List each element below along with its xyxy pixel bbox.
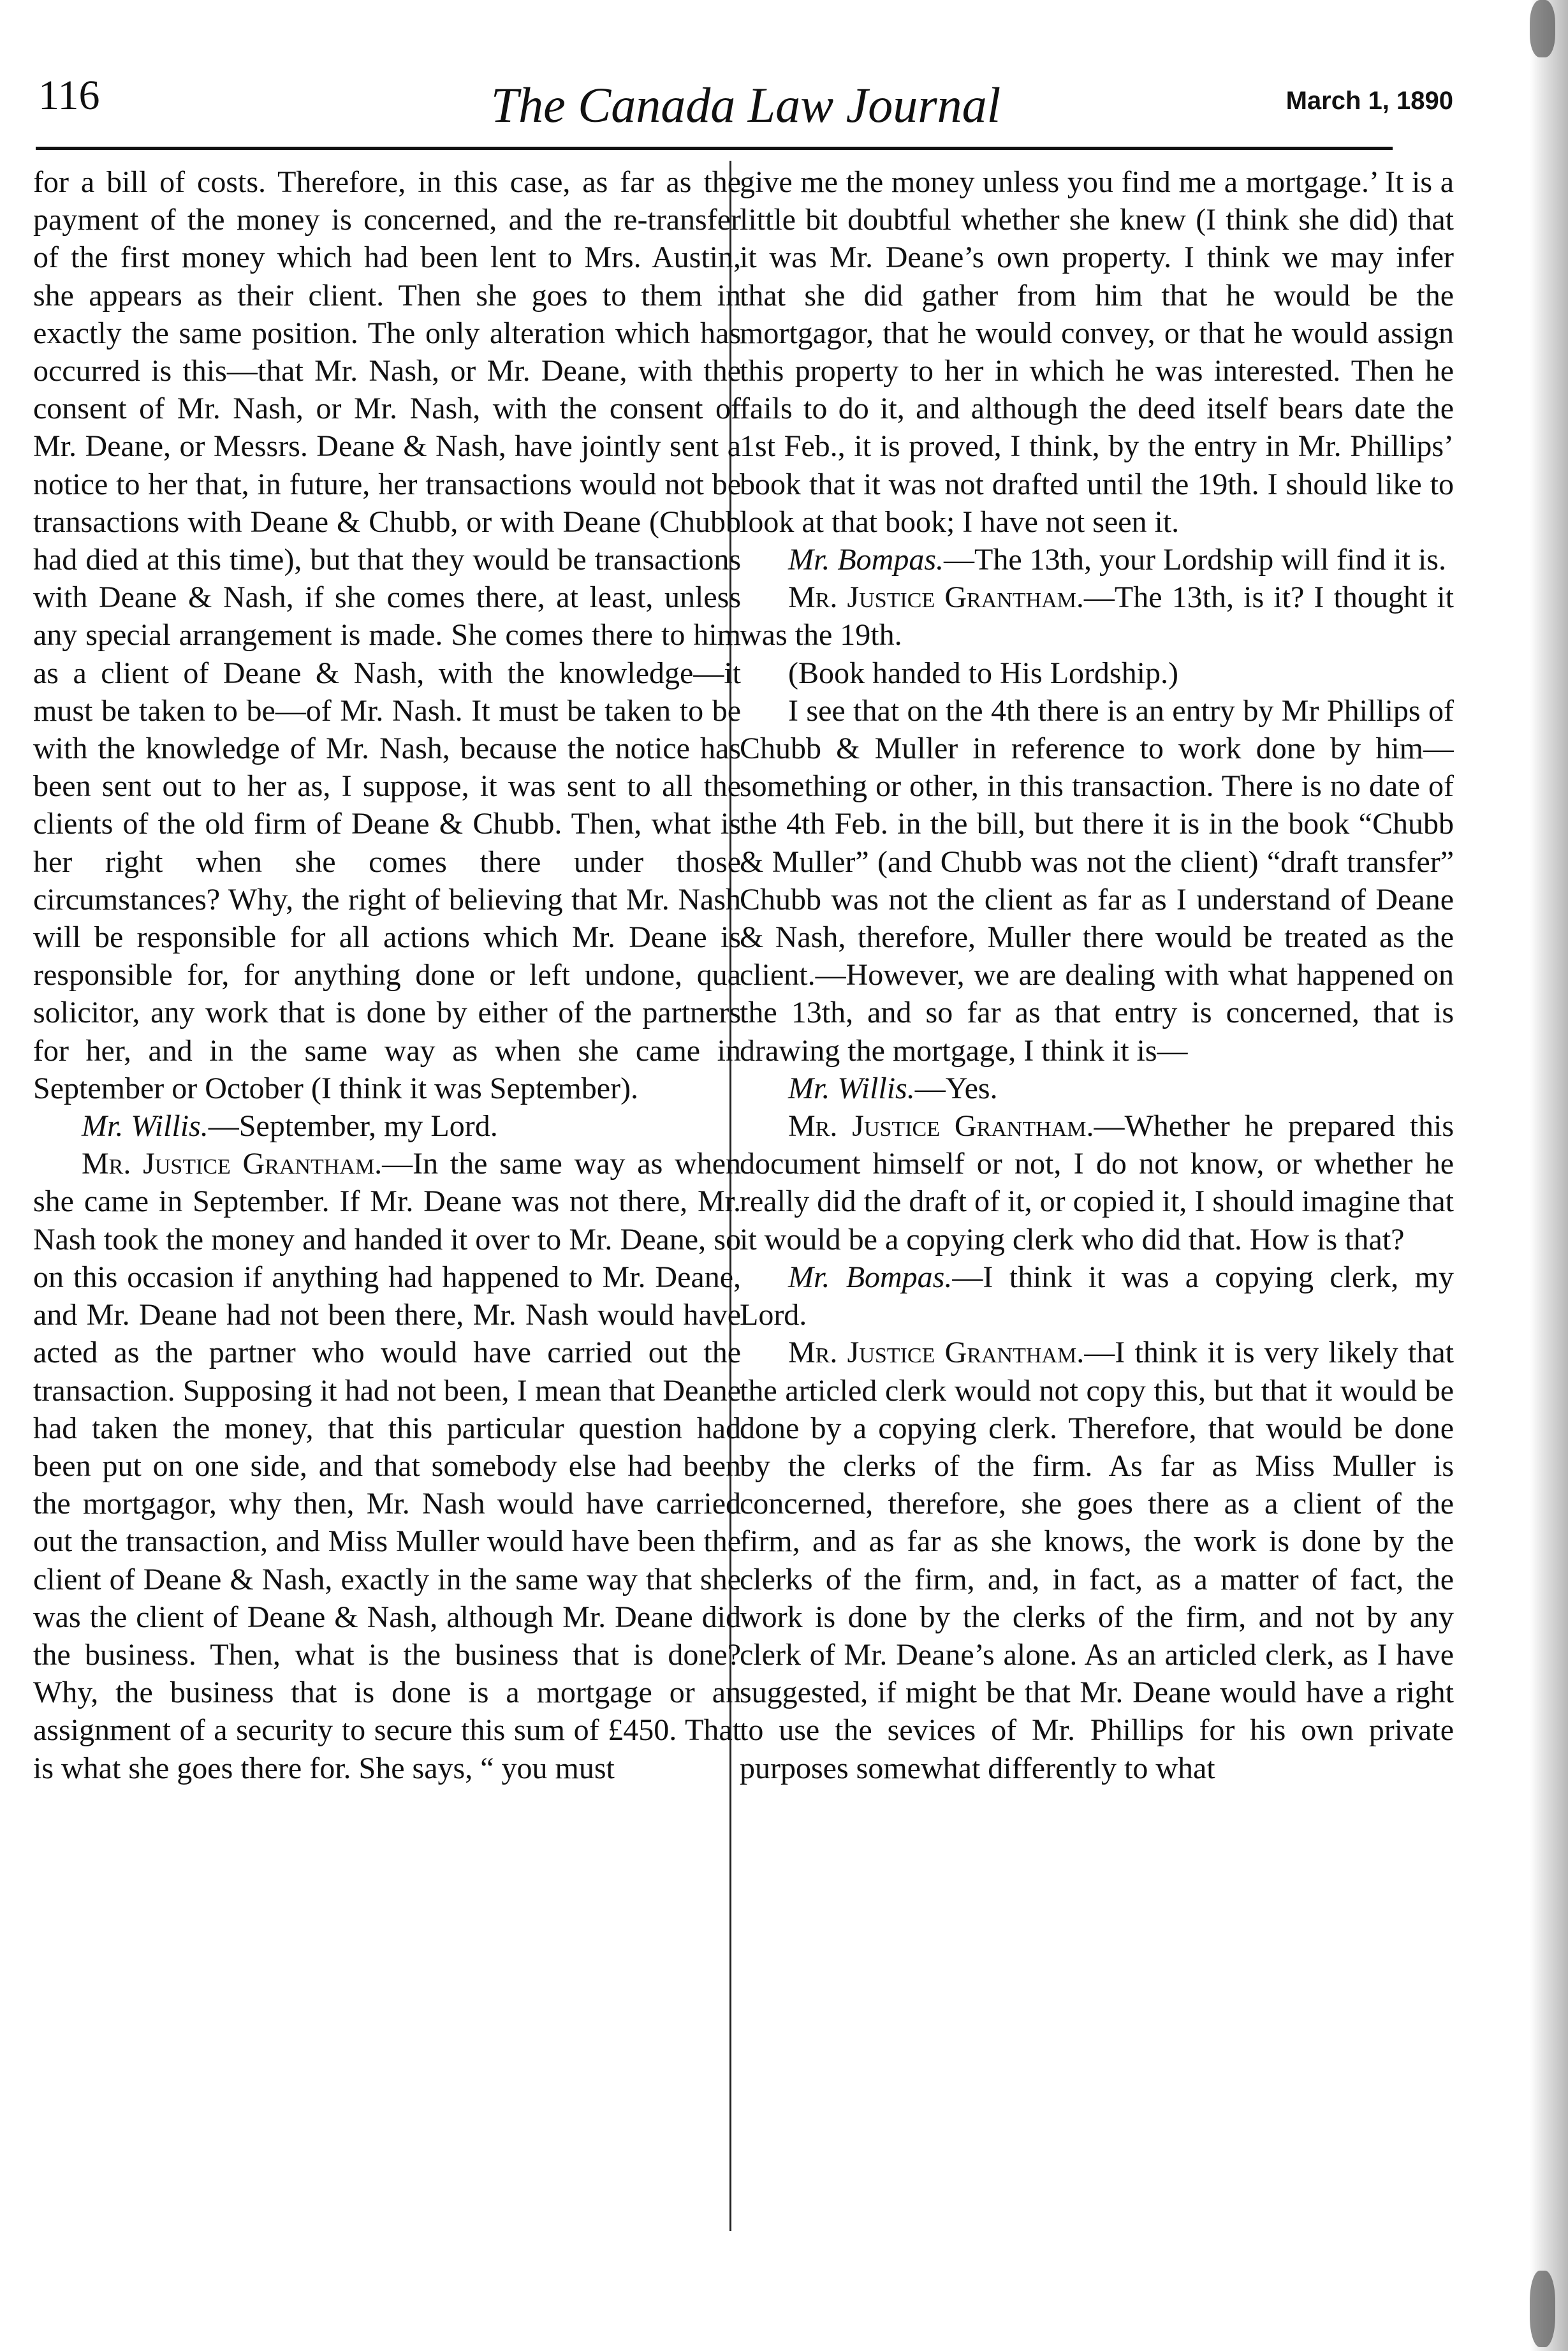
scanned-page-edge [1530, 0, 1568, 2351]
left-column [33, 163, 741, 2236]
paragraph [740, 1334, 1454, 1787]
paragraph-text: give me the money unless you find me a mortgage.’ It is a little bit doubtful whether she knew (I think she did) that it was Mr. Deane’s own property. I think we may infer that she did gather from him that he would be the mortgagor, that he would convey, or that he would assign this property to her in which he was interested. Then he fails to do it, and although the deed itself bears date the 1st Feb., it is proved, I think, by the entry in Mr. Phillips’ book that it was not drafted until the 19th. I should like to look at that book; I have not seen it. [740, 165, 1454, 539]
speaker-name: Mr. Justice Grantham. [788, 1336, 1085, 1370]
paragraph [740, 1258, 1454, 1334]
paragraph-text: —The 13th, is it? I thought it was the 19th. [740, 580, 1454, 652]
speaker-name: Mr. Bompas. [788, 1260, 953, 1294]
paragraph-text: —I think it was a copying clerk, my Lord. [740, 1260, 1454, 1332]
paragraph-text: for a bill of costs. Therefore, in this case, as far as the payment of the money is concerned, and the re-transfer of the first money which had been lent to Mrs. Austin, she appears as their client. Then she goes to them in exactly the same position. The only alteration which has occurred is this—that Mr. Nash, or Mr. Deane, with the consent of Mr. Nash, or Mr. Nash, with the consent of Mr. Deane, or Messrs. Deane & Nash, have jointly sent a notice to her that, in future, her transactions would not be transactions with Deane & Chubb, or with Deane (Chubb had died at this time), but that they would be transactions with Deane & Nash, if she comes there, at least, unless any special arrangement is made. She comes there to him as a client of Deane & Nash, with the knowledge—it must be taken to be—of Mr. Nash. It must be taken to be with the knowledge of Mr. Nash, because the notice has been sent out to her as, I suppose, it was sent to all the clients of the old firm of Deane & Chubb. Then, what is her right when she comes there under those circumstances? Why, the right of believing that Mr. Nash will be responsible for all actions which Mr. Deane is responsible for, for anything done or left undone, qua solicitor, any work that is done by either of the partners for her, and in the same way as when she came in September or October (I think it was September). [33, 165, 741, 1105]
paragraph [740, 541, 1454, 579]
scan-blot [1530, 2271, 1555, 2347]
paragraph-text: —The 13th, your Lordship will find it is. [944, 543, 1446, 577]
paragraph-text: —Yes. [914, 1071, 998, 1105]
speaker-name: Mr. Willis. [788, 1071, 915, 1105]
issue-date: March 1, 1890 [1286, 87, 1453, 115]
paragraph [33, 1107, 741, 1145]
paragraph [740, 1107, 1454, 1258]
paragraph [740, 1070, 1454, 1107]
paragraph-text: —In the same way as when she came in September. If Mr. Deane was not there, Mr. Nash took the money and handed it over to Mr. Deane, so on this occasion if anything had happened to Mr. Deane, and Mr. Deane had not been there, Mr. Nash would have acted as the partner who would have carried out the transaction. Supposing it had not been, I mean that Deane had taken the money, that this particular question had been put on one side, and that somebody else had been the mortgagor, why then, Mr. Nash would have carried out the transaction, and Miss Muller would have been the client of Deane & Nash, exactly in the same way that she was the client of Deane & Nash, although Mr. Deane did the business. Then, what is the business that is done? Why, the business that is done is a mortgage or an assignment of a security to secure this sum of £450. That is what she goes there for. She says, “ you must [33, 1147, 741, 1785]
paragraph-text: I see that on the 4th there is an entry by Mr Phillips of Chubb & Muller in reference to work done by him—something or other, in this transaction. There is no date of the 4th Feb. in the bill, but there it is in the book “Chubb & Muller” (and Chubb was not the client) “draft transfer” Chubb was not the client as far as I understand of Deane & Nash, therefore, Muller there would be treated as the client.—However, we are dealing with what happened on the 13th, and so far as that entry is concerned, that is drawing the mortgage, I think it is— [740, 693, 1454, 1068]
page-number: 116 [38, 72, 100, 119]
paragraph [740, 692, 1454, 1070]
header-rule [36, 147, 1393, 150]
paragraph-text: —I think it is very likely that the articled clerk would not copy this, but that it would be done by a copying clerk. Therefore, that would be done by the clerks of the firm. As far as Miss Muller is concerned, therefore, she goes there as a client of the firm, and as far as she knows, the work is done by the clerks of the firm, and, in fact, as a matter of fact, the work is done by the clerks of the firm, and not by any clerk of Mr. Deane’s alone. As an articled clerk, as I have suggested, if might be that Mr. Deane would have a right to use the sevices of Mr. Phillips for his own private purposes somewhat differently to what [740, 1336, 1454, 1785]
speaker-name: Mr. Justice Grantham. [788, 580, 1084, 615]
paragraph [740, 579, 1454, 654]
page-header [38, 71, 1453, 142]
speaker-name: Mr. Justice Grantham. [82, 1147, 383, 1181]
paragraph [740, 654, 1454, 692]
speaker-name: Mr. Bompas. [788, 543, 944, 577]
paragraph-text: —Whether he prepared this document himself or not, I do not know, or whether he really did the draft of it, or copied it, I should imagine that it would be a copying clerk who did that. How is that? [740, 1109, 1454, 1257]
journal-title: The Canada Law Journal [490, 77, 1001, 133]
right-column [740, 163, 1454, 2236]
paragraph [33, 1145, 741, 1787]
speaker-name: Mr. Willis. [82, 1109, 209, 1144]
paragraph [33, 163, 741, 1107]
paragraph-text: —September, my Lord. [208, 1109, 498, 1144]
scan-blot [1530, 0, 1555, 57]
paragraph [740, 163, 1454, 541]
paragraph-text: (Book handed to His Lordship.) [788, 656, 1178, 690]
speaker-name: Mr. Justice Grantham. [788, 1109, 1094, 1144]
